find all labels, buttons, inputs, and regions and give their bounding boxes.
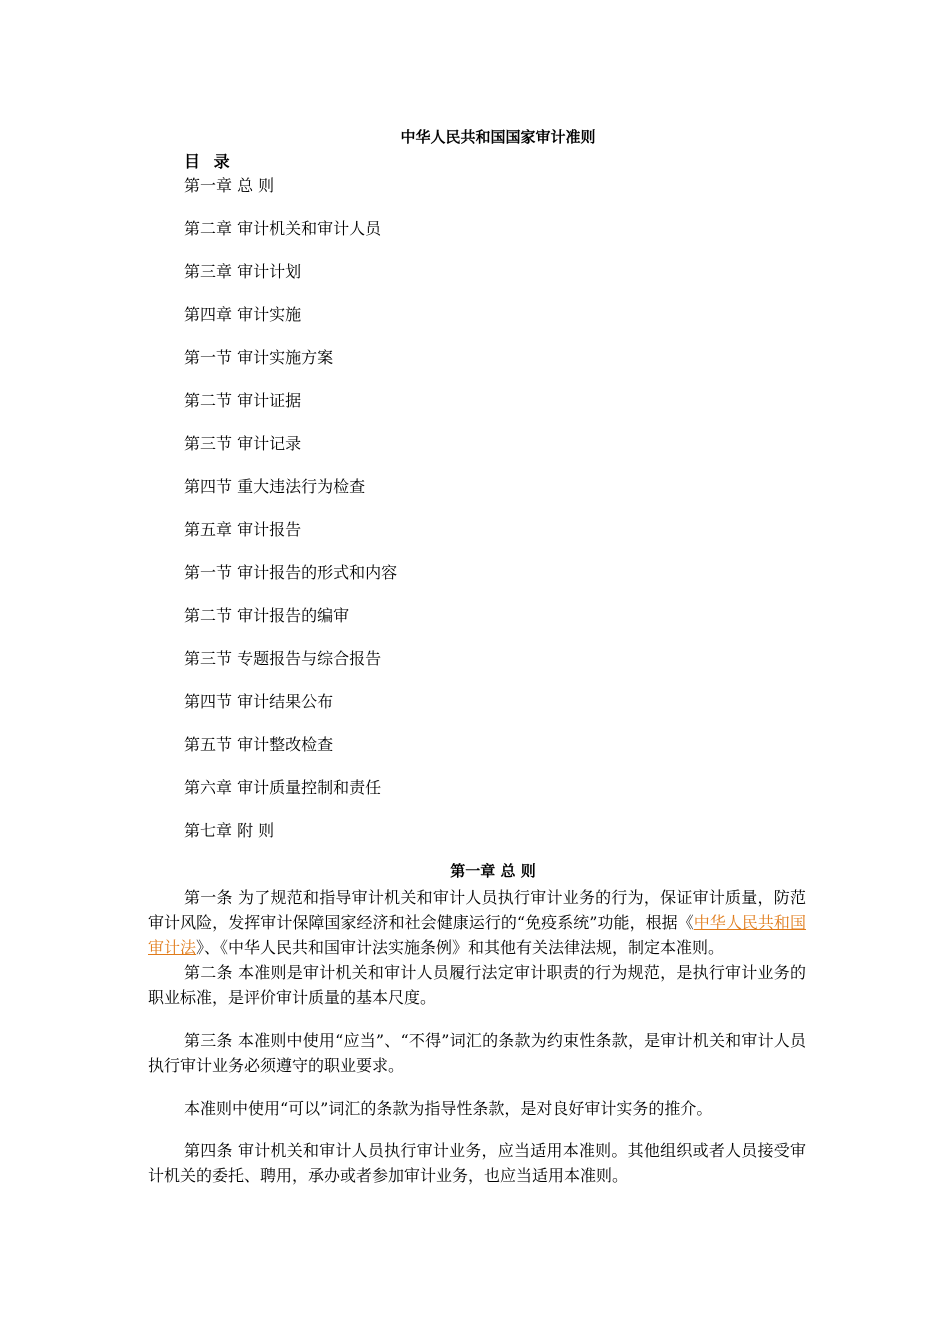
toc-item: 第七章 附 则 bbox=[184, 821, 275, 840]
chapter-heading: 第一章 总 则 bbox=[450, 862, 536, 880]
toc-item: 第二节 审计报告的编审 bbox=[184, 606, 350, 625]
toc-item: 第一节 审计报告的形式和内容 bbox=[184, 563, 398, 582]
toc-item: 第一节 审计实施方案 bbox=[184, 348, 334, 367]
toc-item: 第五章 审计报告 bbox=[184, 520, 302, 539]
toc-heading: 目 录 bbox=[184, 152, 234, 171]
toc-item: 第一章 总 则 bbox=[184, 176, 275, 195]
audit-law-link[interactable]: 中华人民共和国审计法 bbox=[148, 913, 806, 957]
article-1-text-before: 第一条 为了规范和指导审计机关和审计人员执行审计业务的行为，保证审计质量，防范审计风险，发挥审计保障国家经济和社会健康运行的“免疫系统”功能，根据《 bbox=[148, 888, 806, 932]
toc-item: 第二节 审计证据 bbox=[184, 391, 302, 410]
article-3-paragraph-2: 本准则中使用“可以”词汇的条款为指导性条款，是对良好审计实务的推介。 bbox=[184, 1099, 713, 1118]
toc-item: 第四节 审计结果公布 bbox=[184, 692, 334, 711]
toc-item: 第六章 审计质量控制和责任 bbox=[184, 778, 382, 797]
toc-item: 第三节 专题报告与综合报告 bbox=[184, 649, 382, 668]
article-2: 第二条 本准则是审计机关和审计人员履行法定审计职责的行为规范，是执行审计业务的职业标准，是评价审计质量的基本尺度。 bbox=[148, 963, 806, 1007]
document-title: 中华人民共和国国家审计准则 bbox=[400, 128, 596, 146]
article-1-text-after: 》、《中华人民共和国审计法实施条例》和其他有关法律法规，制定本准则。 bbox=[196, 938, 725, 957]
toc-item: 第五节 审计整改检查 bbox=[184, 735, 334, 754]
toc-item: 第三节 审计记录 bbox=[184, 434, 302, 453]
article-4: 第四条 审计机关和审计人员执行审计业务，应当适用本准则。其他组织或者人员接受审计机关的委托、聘用，承办或者参加审计业务，也应当适用本准则。 bbox=[148, 1141, 806, 1185]
article-1 bbox=[148, 885, 806, 960]
toc-item: 第四章 审计实施 bbox=[184, 305, 302, 324]
toc-item: 第二章 审计机关和审计人员 bbox=[184, 219, 382, 238]
article-3: 第三条 本准则中使用“应当”、“不得”词汇的条款为约束性条款，是审计机关和审计人员执行审计业务必须遵守的职业要求。 bbox=[148, 1031, 806, 1075]
toc-item: 第四节 重大违法行为检查 bbox=[184, 477, 366, 496]
toc-item: 第三章 审计计划 bbox=[184, 262, 302, 281]
